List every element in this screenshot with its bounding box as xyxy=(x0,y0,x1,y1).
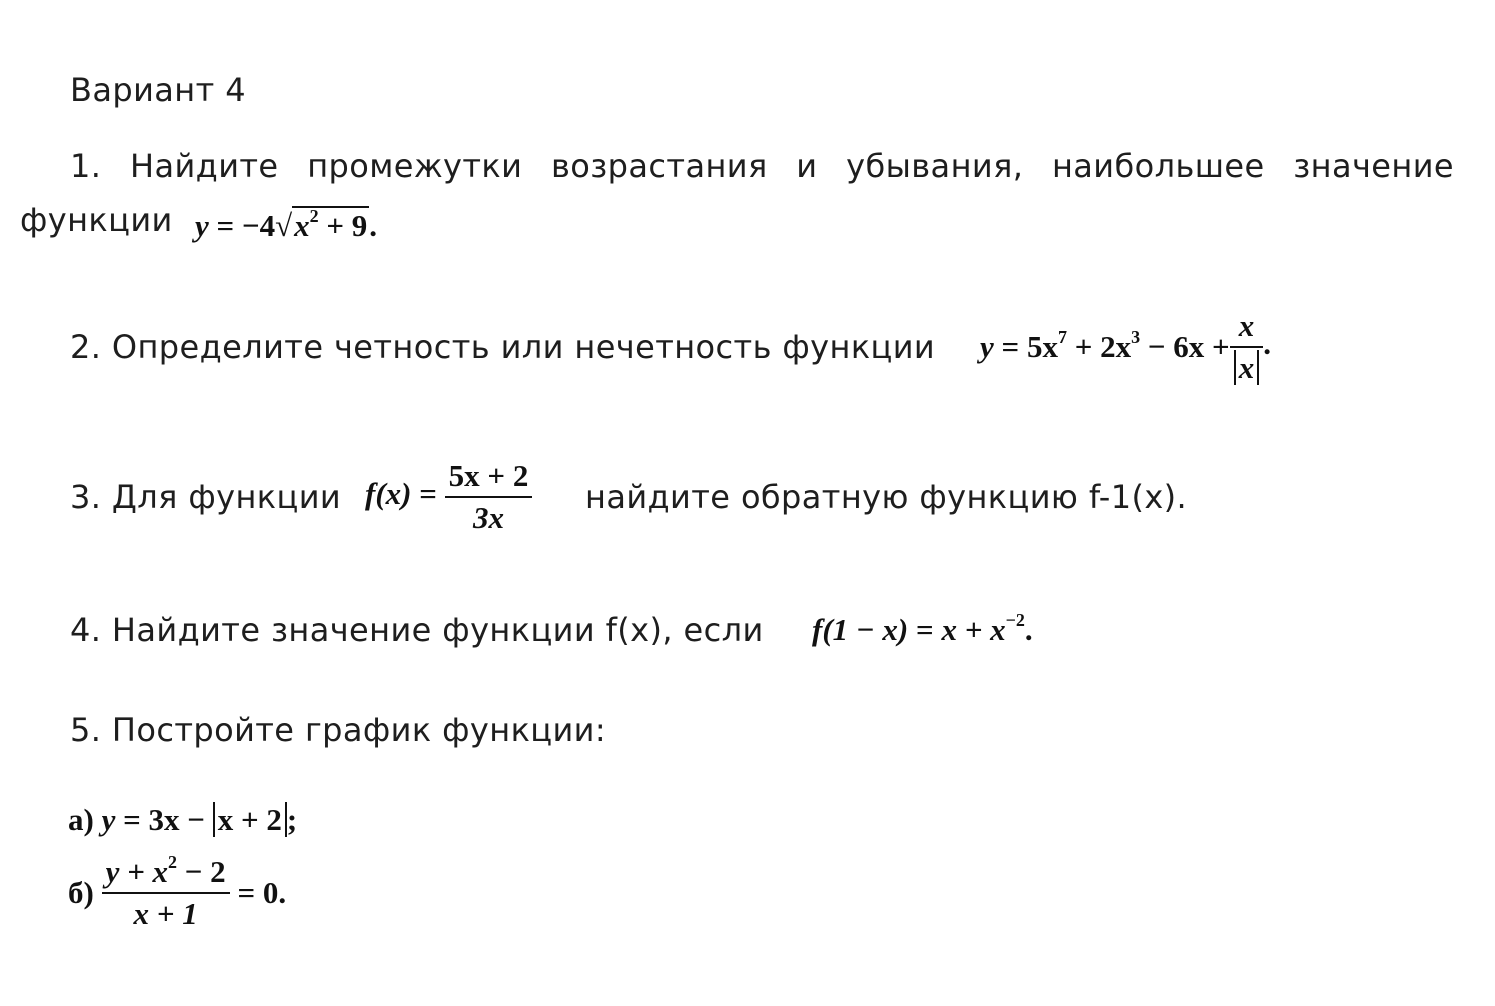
task-1-formula: $y = -4√x^2 + 9$. xyxy=(195,206,378,243)
task-4-text: 4. Найдите значение функции f(x), если xyxy=(70,611,764,649)
task-3-text-before: 3. Для функции xyxy=(70,478,342,516)
task-4-formula: $f(1 - x) = x + x^{-2}$. xyxy=(812,610,1033,647)
task-3-text-after: найдите обратную функцию f-1(x). xyxy=(585,478,1188,516)
task-2-formula: $y = 5x^7 + 2x^3 - 6x$ + $\frac{x}{x}$ . xyxy=(980,308,1271,385)
task-5a-formula: а) y = 3x − x + 2 ; xyxy=(68,802,298,837)
task-1-line-2: функции xyxy=(20,201,173,239)
task-2-text: 2. Определите четность или нечетность функции xyxy=(70,328,936,366)
task-1-line-1: 1. Найдите промежутки возрастания и убывания, наибольшее значение xyxy=(70,147,1454,185)
task-5b-formula: б) $\frac{y + x^2 - 2}{x + 1}$ = 0. xyxy=(68,852,287,931)
task-3-formula: f(x) = $\frac{5x + 2}{3x}$ xyxy=(365,456,532,538)
variant-title: Вариант 4 xyxy=(70,71,246,109)
task-5-text: 5. Постройте график функции: xyxy=(70,711,607,749)
